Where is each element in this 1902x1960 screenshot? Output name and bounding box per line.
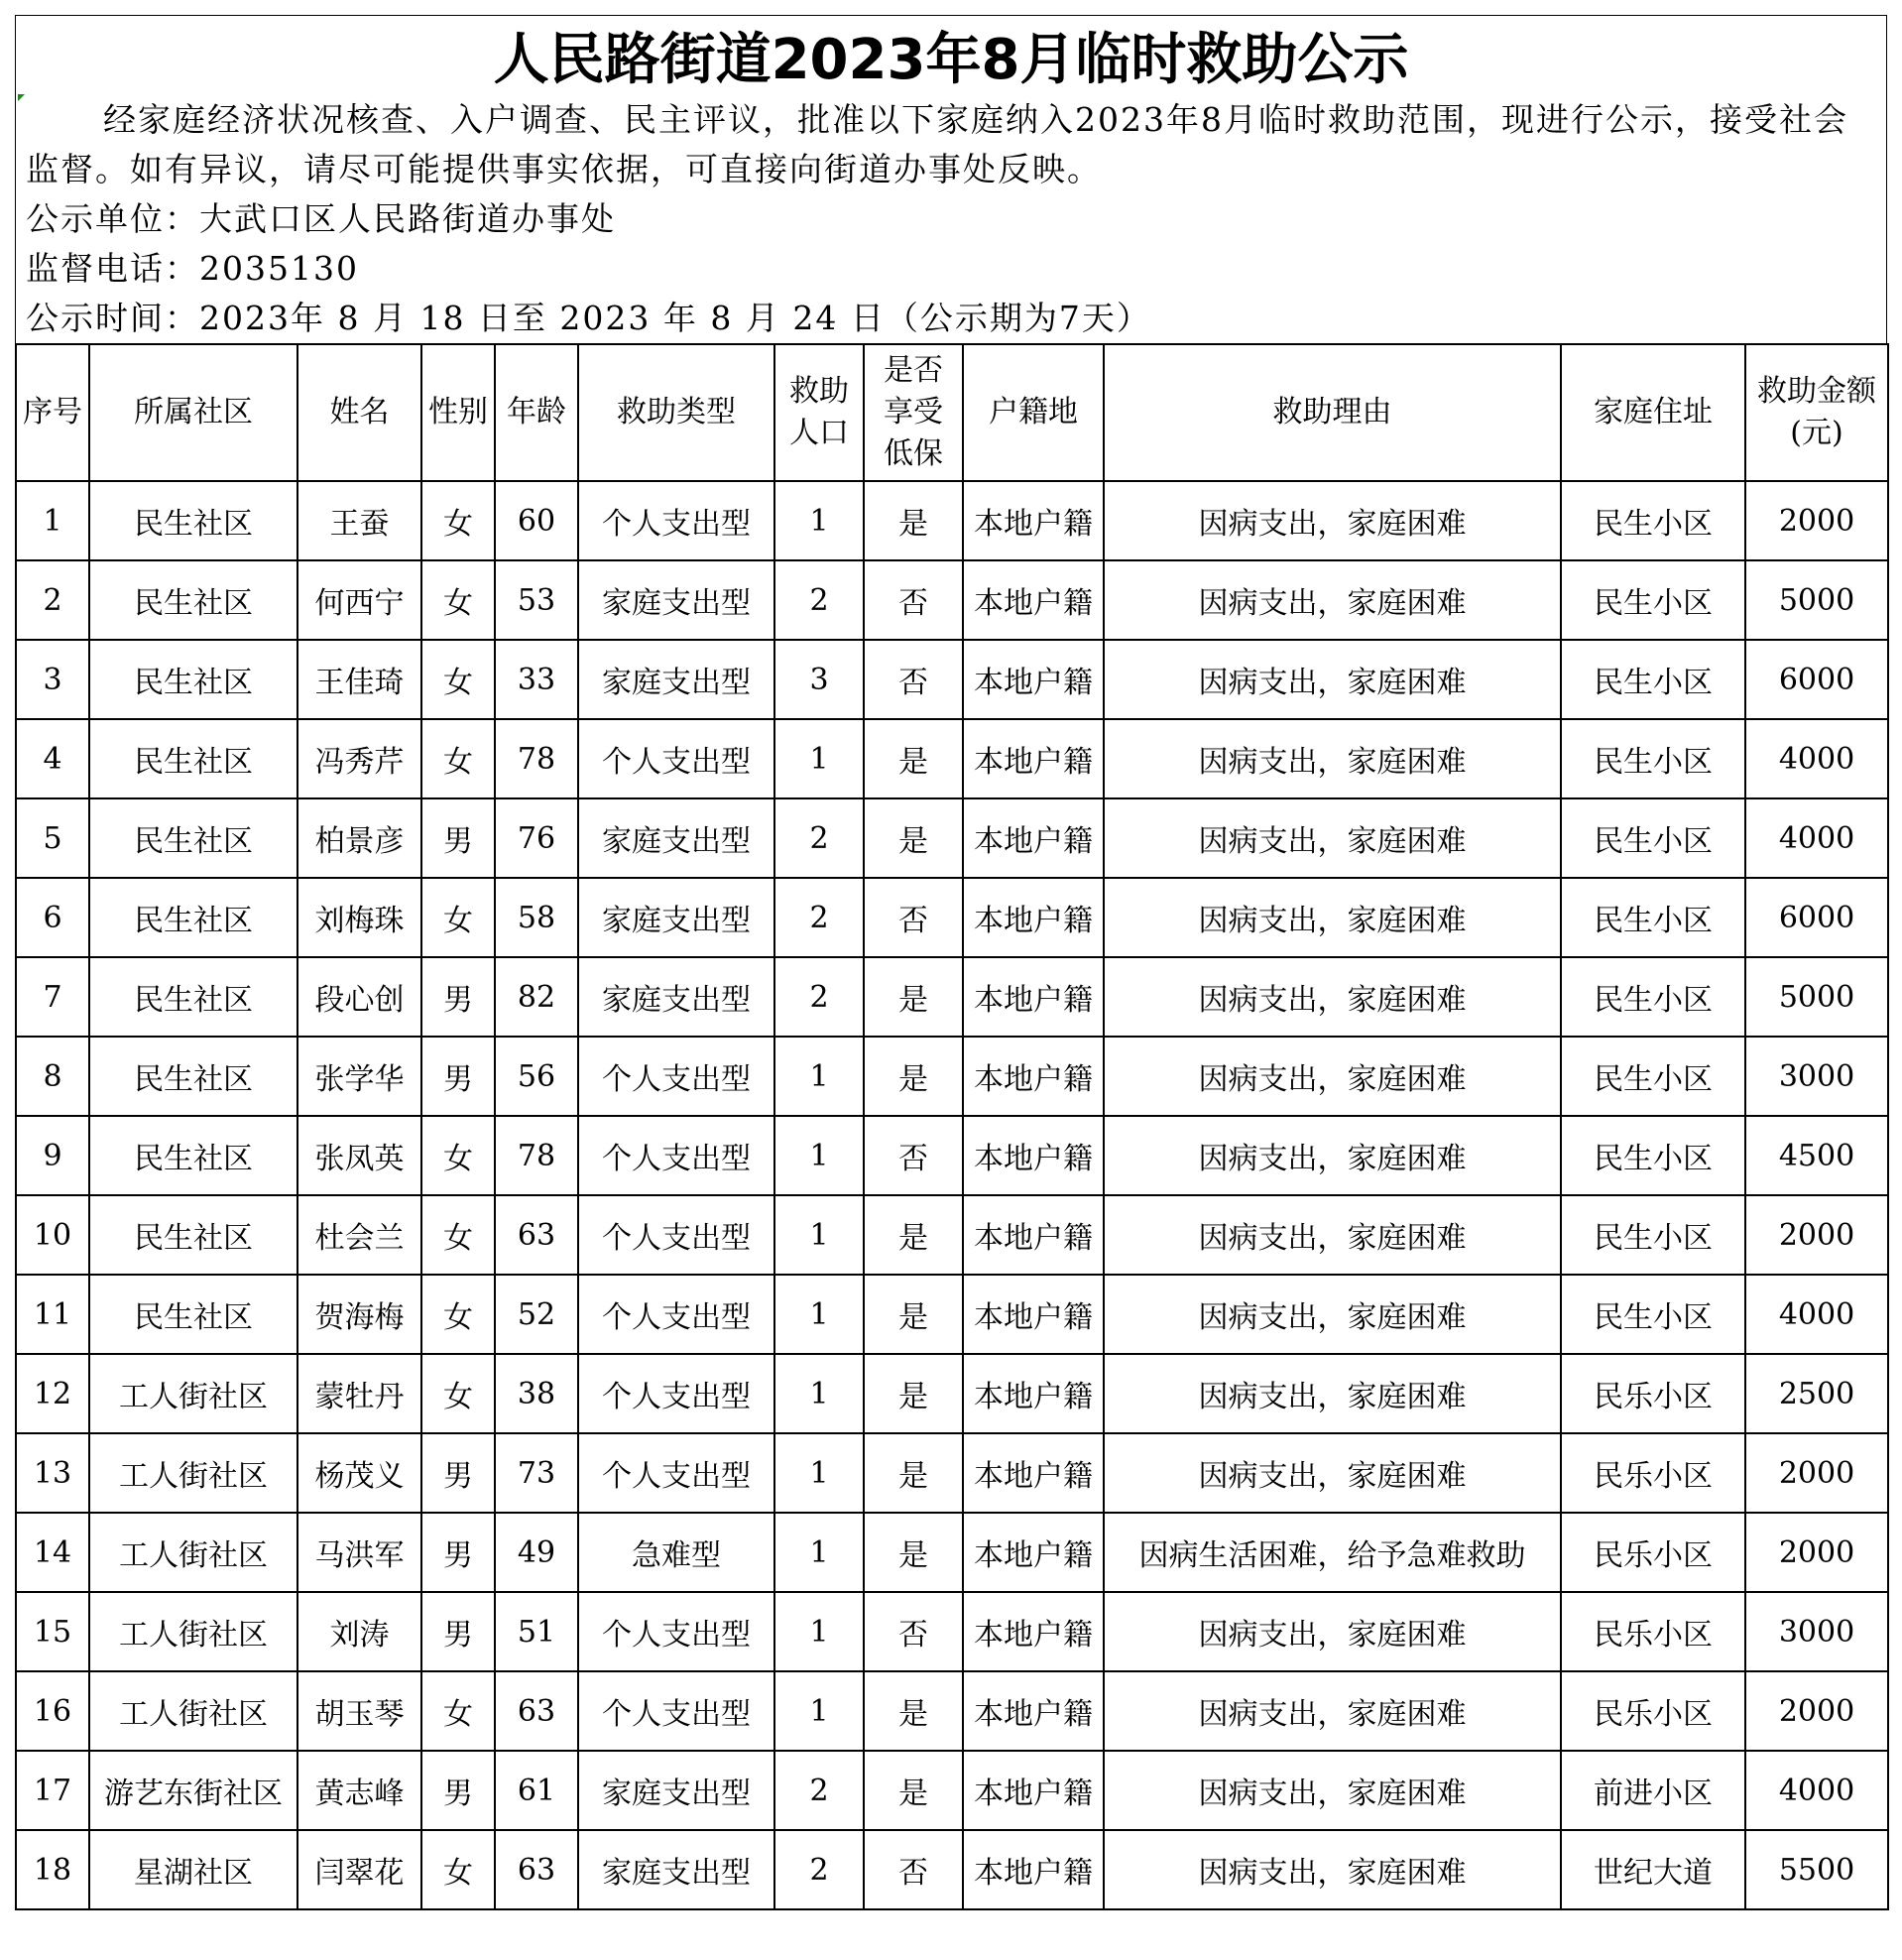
cell-assist-type: 个人支出型 [578, 1354, 774, 1433]
cell-community: 工人街社区 [89, 1354, 297, 1433]
publish-period: 公示时间：2023年 8 月 18 日至 2023 年 8 月 24 日（公示期为7天） [26, 299, 1151, 337]
cell-index: 18 [16, 1830, 89, 1909]
cell-subsistence: 是 [864, 1195, 963, 1275]
cell-age: 61 [495, 1751, 578, 1830]
cell-comment-marker [18, 94, 25, 101]
cell-address: 民生小区 [1561, 719, 1745, 798]
cell-gender: 女 [421, 1354, 495, 1433]
cell-amount: 5000 [1745, 957, 1888, 1037]
cell-subsistence: 是 [864, 1433, 963, 1513]
cell-reason: 因病支出，家庭困难 [1104, 1751, 1561, 1830]
cell-name: 刘涛 [297, 1592, 421, 1671]
cell-reason: 因病支出，家庭困难 [1104, 1037, 1561, 1116]
cell-index: 12 [16, 1354, 89, 1433]
cell-age: 60 [495, 481, 578, 560]
cell-subsistence: 否 [864, 640, 963, 719]
cell-household-reg: 本地户籍 [963, 1195, 1104, 1275]
cell-index: 11 [16, 1275, 89, 1354]
header-name: 姓名 [297, 344, 421, 481]
cell-subsistence: 否 [864, 1116, 963, 1195]
cell-subsistence: 是 [864, 1037, 963, 1116]
cell-reason: 因病支出，家庭困难 [1104, 878, 1561, 957]
header-subsistence: 是否享受低保 [864, 344, 963, 481]
cell-amount: 3000 [1745, 1037, 1888, 1116]
cell-household-reg: 本地户籍 [963, 560, 1104, 640]
cell-reason: 因病支出，家庭困难 [1104, 1116, 1561, 1195]
table-row [16, 1116, 1888, 1195]
cell-subsistence: 是 [864, 481, 963, 560]
cell-community: 民生社区 [89, 719, 297, 798]
header-gender: 性别 [421, 344, 495, 481]
cell-index: 16 [16, 1671, 89, 1751]
cell-gender: 女 [421, 560, 495, 640]
cell-assist-type: 个人支出型 [578, 1433, 774, 1513]
cell-index: 4 [16, 719, 89, 798]
cell-amount: 4500 [1745, 1116, 1888, 1195]
cell-reason: 因病支出，家庭困难 [1104, 481, 1561, 560]
cell-assist-people: 1 [774, 1195, 864, 1275]
cell-assist-type: 个人支出型 [578, 1037, 774, 1116]
cell-age: 49 [495, 1513, 578, 1592]
cell-assist-people: 1 [774, 719, 864, 798]
cell-subsistence: 是 [864, 1751, 963, 1830]
table-row [16, 1037, 1888, 1116]
cell-assist-people: 1 [774, 1592, 864, 1671]
cell-age: 73 [495, 1433, 578, 1513]
cell-household-reg: 本地户籍 [963, 1275, 1104, 1354]
cell-reason: 因病支出，家庭困难 [1104, 1830, 1561, 1909]
cell-gender: 男 [421, 798, 495, 878]
header-age: 年龄 [495, 344, 578, 481]
cell-assist-type: 家庭支出型 [578, 640, 774, 719]
cell-community: 民生社区 [89, 560, 297, 640]
cell-subsistence: 否 [864, 878, 963, 957]
cell-gender: 女 [421, 1830, 495, 1909]
cell-age: 63 [495, 1195, 578, 1275]
cell-assist-type: 家庭支出型 [578, 957, 774, 1037]
cell-name: 王佳琦 [297, 640, 421, 719]
cell-reason: 因病支出，家庭困难 [1104, 798, 1561, 878]
cell-gender: 女 [421, 1195, 495, 1275]
cell-household-reg: 本地户籍 [963, 640, 1104, 719]
cell-name: 闫翠花 [297, 1830, 421, 1909]
cell-address: 民生小区 [1561, 1195, 1745, 1275]
cell-reason: 因病支出，家庭困难 [1104, 1354, 1561, 1433]
cell-household-reg: 本地户籍 [963, 1751, 1104, 1830]
cell-age: 82 [495, 957, 578, 1037]
header-household-reg: 户籍地 [963, 344, 1104, 481]
cell-name: 何西宁 [297, 560, 421, 640]
cell-gender: 男 [421, 1513, 495, 1592]
cell-assist-type: 个人支出型 [578, 1275, 774, 1354]
cell-index: 9 [16, 1116, 89, 1195]
cell-address: 民生小区 [1561, 1275, 1745, 1354]
table-row [16, 1592, 1888, 1671]
cell-reason: 因病支出，家庭困难 [1104, 560, 1561, 640]
cell-subsistence: 是 [864, 1513, 963, 1592]
cell-age: 76 [495, 798, 578, 878]
cell-subsistence: 是 [864, 719, 963, 798]
cell-community: 民生社区 [89, 1195, 297, 1275]
cell-subsistence: 是 [864, 798, 963, 878]
table-row [16, 1433, 1888, 1513]
publish-unit: 公示单位：大武口区人民路街道办事处 [26, 199, 616, 238]
cell-subsistence: 否 [864, 560, 963, 640]
cell-community: 民生社区 [89, 1037, 297, 1116]
table-row [16, 878, 1888, 957]
cell-assist-people: 2 [774, 560, 864, 640]
cell-name: 胡玉琴 [297, 1671, 421, 1751]
cell-assist-people: 1 [774, 481, 864, 560]
cell-index: 7 [16, 957, 89, 1037]
cell-community: 民生社区 [89, 1275, 297, 1354]
cell-address: 民生小区 [1561, 640, 1745, 719]
header-assist-type: 救助类型 [578, 344, 774, 481]
intro-section [15, 95, 1887, 343]
cell-subsistence: 否 [864, 1592, 963, 1671]
table-row [16, 957, 1888, 1037]
cell-age: 33 [495, 640, 578, 719]
cell-index: 8 [16, 1037, 89, 1116]
cell-gender: 男 [421, 1433, 495, 1513]
cell-name: 张学华 [297, 1037, 421, 1116]
table-row [16, 1275, 1888, 1354]
table-row [16, 719, 1888, 798]
cell-subsistence: 否 [864, 1830, 963, 1909]
cell-age: 38 [495, 1354, 578, 1433]
cell-assist-type: 个人支出型 [578, 1116, 774, 1195]
cell-community: 民生社区 [89, 1116, 297, 1195]
cell-amount: 4000 [1745, 798, 1888, 878]
cell-amount: 4000 [1745, 1751, 1888, 1830]
cell-amount: 6000 [1745, 640, 1888, 719]
title-row [15, 15, 1887, 95]
cell-index: 13 [16, 1433, 89, 1513]
cell-gender: 男 [421, 1592, 495, 1671]
cell-assist-people: 1 [774, 1037, 864, 1116]
cell-community: 民生社区 [89, 878, 297, 957]
header-reason: 救助理由 [1104, 344, 1561, 481]
cell-household-reg: 本地户籍 [963, 1354, 1104, 1433]
table-row [16, 481, 1888, 560]
cell-assist-people: 2 [774, 957, 864, 1037]
header-address: 家庭住址 [1561, 344, 1745, 481]
cell-index: 17 [16, 1751, 89, 1830]
cell-assist-type: 个人支出型 [578, 1592, 774, 1671]
cell-name: 柏景彦 [297, 798, 421, 878]
cell-age: 51 [495, 1592, 578, 1671]
cell-index: 15 [16, 1592, 89, 1671]
cell-name: 黄志峰 [297, 1751, 421, 1830]
cell-age: 63 [495, 1830, 578, 1909]
cell-reason: 因病支出，家庭困难 [1104, 1433, 1561, 1513]
cell-age: 58 [495, 878, 578, 957]
cell-name: 贺海梅 [297, 1275, 421, 1354]
cell-household-reg: 本地户籍 [963, 1433, 1104, 1513]
cell-gender: 男 [421, 1751, 495, 1830]
cell-subsistence: 是 [864, 1275, 963, 1354]
cell-household-reg: 本地户籍 [963, 1116, 1104, 1195]
cell-household-reg: 本地户籍 [963, 481, 1104, 560]
cell-address: 前进小区 [1561, 1751, 1745, 1830]
cell-age: 52 [495, 1275, 578, 1354]
cell-amount: 5000 [1745, 560, 1888, 640]
supervision-phone: 监督电话：2035130 [26, 249, 359, 288]
intro-paragraph: 经家庭经济状况核查、入户调查、民主评议，批准以下家庭纳入2023年8月临时救助范围，现进行公示，接受社会监督。如有异议，请尽可能提供事实依据，可直接向街道办事处反映。 [26, 100, 1848, 188]
cell-community: 工人街社区 [89, 1592, 297, 1671]
cell-assist-people: 1 [774, 1513, 864, 1592]
cell-gender: 男 [421, 957, 495, 1037]
cell-reason: 因病支出，家庭困难 [1104, 1195, 1561, 1275]
cell-index: 3 [16, 640, 89, 719]
cell-reason: 因病支出，家庭困难 [1104, 719, 1561, 798]
table-header-row [16, 344, 1888, 481]
cell-name: 冯秀芹 [297, 719, 421, 798]
cell-subsistence: 是 [864, 957, 963, 1037]
cell-amount: 2000 [1745, 1513, 1888, 1592]
cell-household-reg: 本地户籍 [963, 719, 1104, 798]
cell-community: 工人街社区 [89, 1671, 297, 1751]
cell-gender: 女 [421, 481, 495, 560]
table-row [16, 560, 1888, 640]
cell-gender: 女 [421, 1275, 495, 1354]
table-row [16, 640, 1888, 719]
cell-address: 世纪大道 [1561, 1830, 1745, 1909]
cell-gender: 女 [421, 878, 495, 957]
cell-community: 民生社区 [89, 957, 297, 1037]
cell-amount: 2000 [1745, 1433, 1888, 1513]
cell-assist-type: 家庭支出型 [578, 798, 774, 878]
cell-address: 民乐小区 [1561, 1433, 1745, 1513]
cell-address: 民生小区 [1561, 481, 1745, 560]
cell-community: 民生社区 [89, 798, 297, 878]
cell-address: 民乐小区 [1561, 1671, 1745, 1751]
cell-index: 14 [16, 1513, 89, 1592]
cell-household-reg: 本地户籍 [963, 1037, 1104, 1116]
cell-assist-type: 家庭支出型 [578, 560, 774, 640]
cell-assist-type: 急难型 [578, 1513, 774, 1592]
cell-assist-people: 2 [774, 1830, 864, 1909]
cell-community: 游艺东街社区 [89, 1751, 297, 1830]
cell-address: 民生小区 [1561, 1116, 1745, 1195]
cell-assist-people: 2 [774, 798, 864, 878]
cell-household-reg: 本地户籍 [963, 1830, 1104, 1909]
table-row [16, 1513, 1888, 1592]
page-title: 人民路街道2023年8月临时救助公示 [493, 28, 1409, 92]
cell-amount: 2500 [1745, 1354, 1888, 1433]
table-row [16, 1354, 1888, 1433]
cell-community: 工人街社区 [89, 1433, 297, 1513]
cell-reason: 因病支出，家庭困难 [1104, 1671, 1561, 1751]
cell-name: 杨茂义 [297, 1433, 421, 1513]
cell-name: 王蚕 [297, 481, 421, 560]
table-body [16, 481, 1888, 1909]
cell-subsistence: 是 [864, 1354, 963, 1433]
cell-assist-type: 个人支出型 [578, 719, 774, 798]
table-row [16, 1830, 1888, 1909]
cell-assist-people: 1 [774, 1116, 864, 1195]
cell-reason: 因病支出，家庭困难 [1104, 1275, 1561, 1354]
cell-assist-people: 1 [774, 1433, 864, 1513]
cell-assist-type: 家庭支出型 [578, 878, 774, 957]
cell-gender: 女 [421, 1671, 495, 1751]
cell-address: 民乐小区 [1561, 1354, 1745, 1433]
cell-age: 63 [495, 1671, 578, 1751]
cell-age: 78 [495, 1116, 578, 1195]
cell-household-reg: 本地户籍 [963, 1592, 1104, 1671]
cell-address: 民乐小区 [1561, 1513, 1745, 1592]
cell-community: 民生社区 [89, 481, 297, 560]
cell-community: 民生社区 [89, 640, 297, 719]
cell-amount: 2000 [1745, 1671, 1888, 1751]
cell-reason: 因病支出，家庭困难 [1104, 640, 1561, 719]
cell-name: 杜会兰 [297, 1195, 421, 1275]
table-row [16, 1751, 1888, 1830]
cell-assist-people: 3 [774, 640, 864, 719]
assistance-table [15, 343, 1889, 1910]
notice-sheet [15, 15, 1887, 1910]
cell-index: 6 [16, 878, 89, 957]
cell-address: 民生小区 [1561, 1037, 1745, 1116]
cell-name: 刘梅珠 [297, 878, 421, 957]
cell-index: 1 [16, 481, 89, 560]
cell-community: 工人街社区 [89, 1513, 297, 1592]
cell-gender: 女 [421, 1116, 495, 1195]
table-row [16, 1671, 1888, 1751]
cell-index: 2 [16, 560, 89, 640]
cell-assist-people: 1 [774, 1275, 864, 1354]
cell-address: 民生小区 [1561, 878, 1745, 957]
cell-name: 马洪军 [297, 1513, 421, 1592]
cell-amount: 3000 [1745, 1592, 1888, 1671]
cell-age: 53 [495, 560, 578, 640]
cell-index: 10 [16, 1195, 89, 1275]
cell-name: 张凤英 [297, 1116, 421, 1195]
cell-assist-people: 1 [774, 1354, 864, 1433]
cell-household-reg: 本地户籍 [963, 878, 1104, 957]
cell-amount: 4000 [1745, 1275, 1888, 1354]
cell-address: 民生小区 [1561, 957, 1745, 1037]
header-assist-people: 救助人口 [774, 344, 864, 481]
cell-assist-type: 个人支出型 [578, 1195, 774, 1275]
cell-household-reg: 本地户籍 [963, 798, 1104, 878]
cell-household-reg: 本地户籍 [963, 1671, 1104, 1751]
cell-assist-type: 家庭支出型 [578, 1751, 774, 1830]
cell-amount: 6000 [1745, 878, 1888, 957]
cell-amount: 2000 [1745, 1195, 1888, 1275]
cell-household-reg: 本地户籍 [963, 1513, 1104, 1592]
cell-address: 民生小区 [1561, 560, 1745, 640]
table-row [16, 1195, 1888, 1275]
cell-assist-people: 2 [774, 1751, 864, 1830]
cell-reason: 因病支出，家庭困难 [1104, 1592, 1561, 1671]
cell-age: 78 [495, 719, 578, 798]
header-amount: 救助金额(元) [1745, 344, 1888, 481]
cell-amount: 5500 [1745, 1830, 1888, 1909]
cell-gender: 女 [421, 719, 495, 798]
cell-address: 民乐小区 [1561, 1592, 1745, 1671]
cell-assist-type: 家庭支出型 [578, 1830, 774, 1909]
cell-reason: 因病支出，家庭困难 [1104, 957, 1561, 1037]
header-community: 所属社区 [89, 344, 297, 481]
cell-assist-people: 1 [774, 1671, 864, 1751]
cell-address: 民生小区 [1561, 798, 1745, 878]
cell-household-reg: 本地户籍 [963, 957, 1104, 1037]
cell-assist-type: 个人支出型 [578, 1671, 774, 1751]
cell-assist-people: 2 [774, 878, 864, 957]
cell-reason: 因病生活困难，给予急难救助 [1104, 1513, 1561, 1592]
cell-community: 星湖社区 [89, 1830, 297, 1909]
cell-age: 56 [495, 1037, 578, 1116]
cell-index: 5 [16, 798, 89, 878]
cell-assist-type: 个人支出型 [578, 481, 774, 560]
cell-name: 蒙牡丹 [297, 1354, 421, 1433]
cell-gender: 女 [421, 640, 495, 719]
cell-gender: 男 [421, 1037, 495, 1116]
table-row [16, 798, 1888, 878]
header-index: 序号 [16, 344, 89, 481]
cell-subsistence: 是 [864, 1671, 963, 1751]
cell-name: 段心创 [297, 957, 421, 1037]
cell-amount: 2000 [1745, 481, 1888, 560]
cell-amount: 4000 [1745, 719, 1888, 798]
